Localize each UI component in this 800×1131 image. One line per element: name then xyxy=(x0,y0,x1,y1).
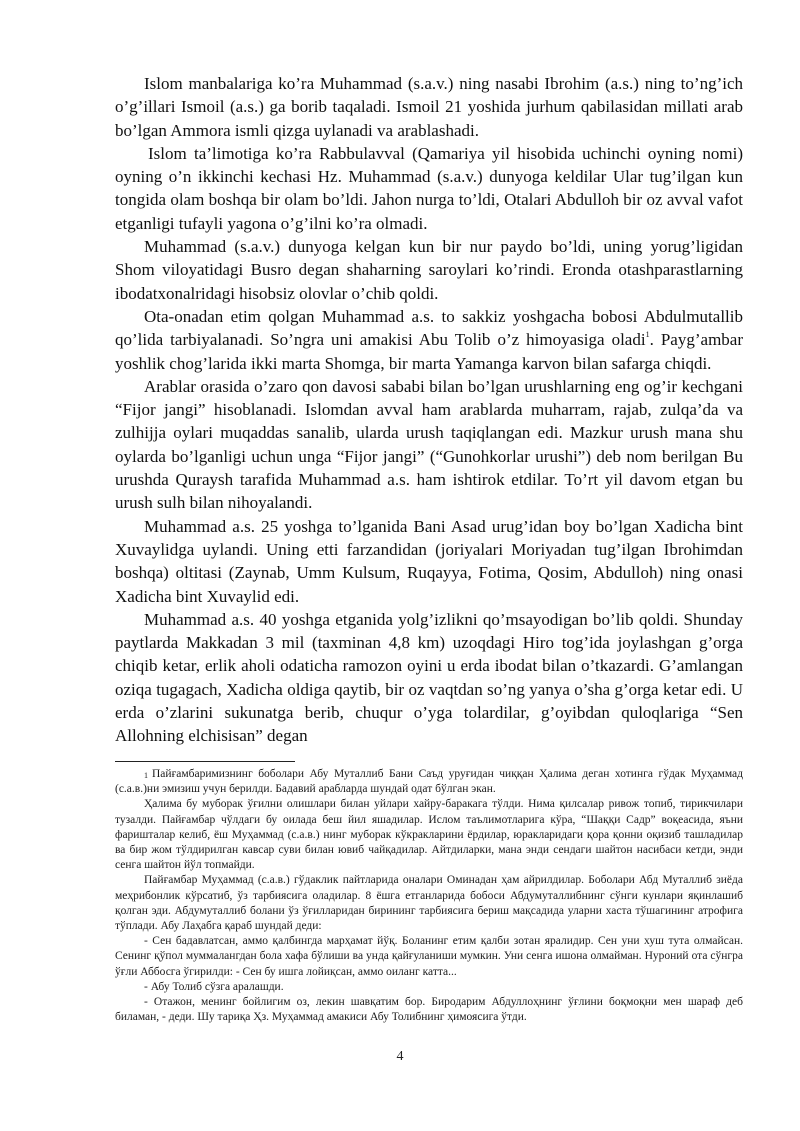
footnote-paragraph-5: - Абу Толиб сўзга аралашди. xyxy=(144,980,284,993)
footnote-1 xyxy=(115,767,743,797)
paragraph-4-text-before: Ota-onadan etim qolgan Muhammad a.s. to sakkiz yoshgacha bobosi Abdulmutallib qo’lida tarbiyalanadi. So’ngra uni amakisi Abu Tolib o’z himoyasiga oladi xyxy=(115,306,743,350)
footnote-separator xyxy=(115,761,295,762)
paragraph-6: Muhammad a.s. 25 yoshga to’lganida Bani Asad urug’idan boy bo’lgan Xadicha bint Xuvaylidga uylandi. Uning etti farzandidan (joriyalari Moriyadan tug’ilgan Ibrohimdan boshqa) oltitasi (Zaynab, Umm Kulsum, Ruqayya, Fotima, Qosim, Abdulloh) ning onasi Xadicha bint Xuvaylid edi. xyxy=(115,516,743,606)
footnote-paragraph-3: Пайғамбар Муҳаммад (с.а.в.) гўдаклик пайтларида оналари Оминадан ҳам айрилдилар. Боболари Абд Муталлиб зиёда меҳрибонлик кўрсатиб, ўз тарбиясига оладилар. 8 ёшга етганларида бобоси Абдумуталлибнинг сўнги кунлари яқинлашиб қолган эди. Абдумуталлиб болани ўз ўғилларидан бирининг тарбиясига бериш мақсадида уларни хаста тўшагининг атрофига тўплади. Абу Лаҳабга қараб шундай деди: xyxy=(115,874,743,933)
page-number: 4 xyxy=(396,1049,404,1064)
paragraph-3: Muhammad (s.a.v.) dunyoga kelgan kun bir nur paydo bo’ldi, uning yorug’ligidan Shom viloyatidagi Busro degan shaharning saroylari ko’rindi. Eronda otashparastlarning ibodatxonalridagi hisobsiz olovlar o’chib qoldi. xyxy=(115,237,743,303)
paragraph-1: Islom manbalariga ko’ra Muhammad (s.a.v.) ning nasabi Ibrohim (a.s.) ning to’ng’ich o’g’illari Ismoil (a.s.) ga borib taqaladi. Ismoil 21 yoshida jurhum qabilasidan millati arab bo’lgan Ammora ismli qizga uylanadi va arablashadi. xyxy=(115,74,743,140)
paragraph-4 xyxy=(115,305,743,375)
paragraph-5: Arablar orasida o’zaro qon davosi sababi bilan bo’lgan urushlarning eng og’ir kechgani “Fijor jangi” hisoblanadi. Islomdan avval ham arablarda muharram, rajab, zulqa’da va zulhijja oylari muqaddas sanalib, ularda urush taqiqlangan edi. Mazkur urush mana shu oylarda bo’lganligi uchun unga “Fijor jangi” (“Gunohkorlar urushi”) deb nom berilgan Bu urushda Quraysh tarafida Muhammad a.s. ham ishtirok etdilar. To’rt yil davom etgan bu urush sulh bilan nihoyalandi. xyxy=(115,376,743,513)
footnote-1-text: Пайғамбаримизнинг боболари Абу Муталлиб Бани Саъд уруғидан чиққан Ҳалима деган хотинга гўдак Муҳаммад (с.а.в.)ни эмизиш учун берилди. Бадавий арабларда шундай одат бўлган экан. xyxy=(115,768,743,796)
footnote-mark: 1 xyxy=(144,771,148,780)
footnote-paragraph-2: Ҳалима бу муборак ўғилни олишлари билан уйлари хайру-баракага тўлди. Нима қилсалар ривож топиб, тирикчилари тузалди. Пайғамбар чўлдаги бу оилада беш йил яшадилар. Ислом таълимотларига кўра, “Шаққи Садр” воқеасида, яъни фаришталар келиб, ёш Муҳаммад (с.а.в.) нинг муборак кўкракларини ёрдилар, юракларидаги қора қонни оқизиб ташладилар ва бир жом тўлдирилган кавсар суви билан ювиб чайқадилар. Айтдиларки, мана энди сендаги шайтон насибаси кетди, энди сенга шайтон йўл топмайди. xyxy=(115,798,743,872)
footnote-paragraph-4: - Сен бадавлатсан, аммо қалбингда марҳамат йўқ. Боланинг етим қалби зотан яралидир. Сен уни хуш тута олмайсан. Сенинг қўпол муммалангдан бола хафа бўлиши ва унда қайғуланиши мумкин. Уни сенга ишона олмайман. Нуроний ота сўнгра ўғли Аббосга ўгирилди: - Сен бу ишга лойиқсан, аммо оиланг катта... xyxy=(115,935,743,978)
paragraph-4-text-after: . Payg’ambar yoshlik chog’larida ikki marta Shomga, bir marta Yamanga karvon bilan safarga chiqdi. xyxy=(115,330,743,373)
main-text xyxy=(115,72,743,748)
footnote-paragraph-6: - Отажон, менинг бойлигим оз, лекин шавқатим бор. Биродарим Абдуллоҳнинг ўғлини боқмоқни мен шараф деб биламан, - деди. Шу тариқа Ҳз. Муҳаммад амакиси Абу Толибнинг ҳимоясига ўтди. xyxy=(115,996,743,1024)
paragraph-7: Muhammad a.s. 40 yoshga etganida yolg’izlikni qo’msayodigan bo’lib qoldi. Shunday paytlarda Makkadan 3 mil (taxminan 4,8 km) uzoqdagi Hiro tog’ida joylashgan g’orga chiqib ketar, erlik aholi odaticha ramozon oyini u erda ibodat bilan o’tkazardi. G’amlangan oziqa tugagach, Xadicha oldiga qaytib, bir oz vaqtdan so’ng yanya o’sha g’orga ketar edi. U erda o’zlarini sukunatga berib, chuqur o’yga tolardilar, g’oyibdan quloqlariga “Sen Allohning elchisisan” degan xyxy=(115,609,743,746)
footnotes xyxy=(115,767,743,1025)
footnote-reference-1[interactable]: 1 xyxy=(645,330,650,340)
paragraph-2: Islom ta’limotiga ko’ra Rabbulavval (Qamariya yil hisobida uchinchi oyning nomi) oyning o’n ikkinchi kechasi Hz. Muhammad (s.a.v.) dunyoga keldilar Ular tug’ilgan kun tongida olam boshqa bir olam bo’ldi. Jahon nurga to’ldi, Otalari Abdulloh bir oz avval vafot etganligi tufayli yagona o’g’ilni ko’ra olmadi. xyxy=(115,143,743,233)
